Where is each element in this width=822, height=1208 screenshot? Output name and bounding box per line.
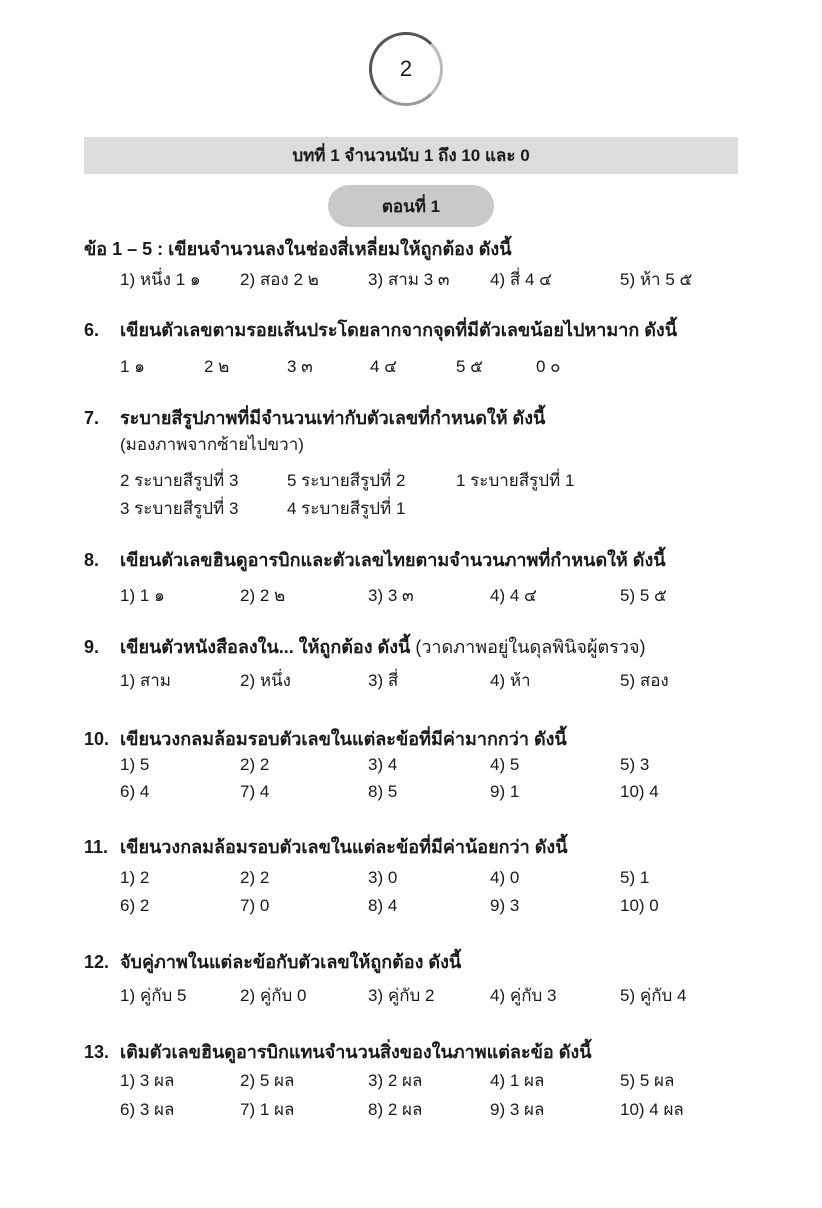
answer-item: 3) 3 ๓ (368, 586, 414, 605)
answer-item: 5) ห้า 5 ๕ (620, 270, 693, 289)
question-heading (84, 234, 512, 263)
answer-item: 7) 4 (240, 782, 270, 801)
question-heading (84, 315, 677, 344)
answer-item: 10) 0 (620, 896, 659, 915)
question-text: เขียนตัวหนังสือลงใน... ให้ถูกต้อง ดังนี้ (120, 637, 411, 657)
answer-item: 3 ๓ (287, 357, 313, 376)
answer-item: 7) 0 (240, 896, 270, 915)
answer-item: 6) 2 (120, 896, 150, 915)
question-heading (84, 1037, 592, 1066)
answer-item: 4) 0 (490, 868, 520, 887)
answer-item: 2) สอง 2 ๒ (240, 270, 319, 289)
question-text: เขียนวงกลมล้อมรอบตัวเลขในแต่ละข้อที่มีค่าน้อยกว่า ดังนี้ (120, 837, 568, 857)
answer-item: 3) สาม 3 ๓ (368, 270, 450, 289)
answer-item: 2 ๒ (204, 357, 230, 376)
answer-item: 8) 2 ผล (368, 1100, 423, 1119)
question-text: ระบายสีรูปภาพที่มีจำนวนเท่ากับตัวเลขที่กำหนดให้ ดังนี้ (120, 408, 546, 428)
answer-item: 5 ระบายสีรูปที่ 2 (287, 471, 406, 490)
answer-item: 2) 5 ผล (240, 1071, 295, 1090)
answer-item: 6) 3 ผล (120, 1100, 175, 1119)
answer-item: 1) 3 ผล (120, 1071, 175, 1090)
answer-item: 4) 1 ผล (490, 1071, 545, 1090)
question-text: เติมตัวเลขฮินดูอารบิกแทนจำนวนสิ่งของในภาพแต่ละข้อ ดังนี้ (120, 1042, 592, 1062)
question-number: 10. (84, 729, 110, 749)
answer-item: 9) 3 (490, 896, 520, 915)
answer-item: 2) 2 (240, 868, 270, 887)
question-text: ข้อ 1 – 5 : เขียนจำนวนลงในช่องสี่เหลี่ยมให้ถูกต้อง ดังนี้ (84, 239, 512, 259)
question-text: เขียนตัวเลขฮินดูอารบิกและตัวเลขไทยตามจำนวนภาพที่กำหนดให้ ดังนี้ (120, 550, 666, 570)
answer-item: 2 ระบายสีรูปที่ 3 (120, 471, 239, 490)
answer-item: 8) 5 (368, 782, 398, 801)
answer-item: 4 ระบายสีรูปที่ 1 (287, 499, 406, 518)
question-heading (84, 545, 666, 574)
answer-item: 3) คู่กับ 2 (368, 986, 435, 1005)
question-number: 13. (84, 1042, 110, 1062)
answer-item: 4) ห้า (490, 671, 531, 690)
answer-item: 1) 5 (120, 755, 150, 774)
answer-item: 5) 5 ๕ (620, 586, 667, 605)
question-heading (84, 947, 461, 976)
question-text: เขียนตัวเลขตามรอยเส้นประโดยลากจากจุดที่มีตัวเลขน้อยไปหามาก ดังนี้ (120, 320, 677, 340)
answer-item: 3) 2 ผล (368, 1071, 423, 1090)
page-number: 2 (369, 32, 443, 106)
question-note: (วาดภาพอยู่ในดุลพินิจผู้ตรวจ) (415, 637, 646, 657)
answer-item: 10) 4 ผล (620, 1100, 684, 1119)
answer-item: 1 ระบายสีรูปที่ 1 (456, 471, 575, 490)
chapter-title: บทที่ 1 จำนวนนับ 1 ถึง 10 และ 0 (84, 137, 738, 174)
answer-item: 2) หนึ่ง (240, 671, 291, 690)
answer-item: 4) 5 (490, 755, 520, 774)
question-number: 11. (84, 837, 109, 857)
answer-item: 5) คู่กับ 4 (620, 986, 687, 1005)
answer-item: 5 ๕ (456, 357, 484, 376)
answer-item: 10) 4 (620, 782, 659, 801)
answer-item: 7) 1 ผล (240, 1100, 295, 1119)
question-text: เขียนวงกลมล้อมรอบตัวเลขในแต่ละข้อที่มีค่ามากกว่า ดังนี้ (120, 729, 567, 749)
answer-item: 9) 1 (490, 782, 520, 801)
answer-item: 3) 0 (368, 868, 398, 887)
answer-item: 2) 2 (240, 755, 270, 774)
answer-item: 5) 3 (620, 755, 650, 774)
question-number: 7. (84, 408, 100, 428)
answer-item: 1) สาม (120, 671, 171, 690)
answer-item: 3) 4 (368, 755, 398, 774)
answer-item: 6) 4 (120, 782, 150, 801)
question-heading (84, 632, 646, 661)
question-number: 8. (84, 550, 100, 570)
answer-item: 5) 5 ผล (620, 1071, 675, 1090)
answer-item: 5) 1 (620, 868, 650, 887)
answer-item: 8) 4 (368, 896, 398, 915)
question-subtext: (มองภาพจากซ้ายไปขวา) (120, 435, 304, 454)
answer-item: 1 ๑ (120, 357, 145, 376)
answer-item: 1) 2 (120, 868, 150, 887)
answer-item: 4) คู่กับ 3 (490, 986, 557, 1005)
answer-item: 3) สี่ (368, 671, 399, 690)
answer-item: 9) 3 ผล (490, 1100, 545, 1119)
answer-item: 3 ระบายสีรูปที่ 3 (120, 499, 239, 518)
answer-item: 2) 2 ๒ (240, 586, 286, 605)
answer-item: 1) หนึ่ง 1 ๑ (120, 270, 201, 289)
question-heading (84, 403, 545, 432)
answer-item: 0 ๐ (536, 357, 561, 376)
question-heading (84, 832, 568, 861)
question-number: 12. (84, 952, 110, 972)
question-number: 6. (84, 320, 100, 340)
answer-item: 4) 4 ๔ (490, 586, 537, 605)
answer-item: 2) คู่กับ 0 (240, 986, 307, 1005)
answer-item: 5) สอง (620, 671, 669, 690)
question-number: 9. (84, 637, 100, 657)
answer-item: 1) คู่กับ 5 (120, 986, 187, 1005)
question-text: จับคู่ภาพในแต่ละข้อกับตัวเลขให้ถูกต้อง ดังนี้ (120, 952, 462, 972)
answer-item: 4) สี่ 4 ๔ (490, 270, 552, 289)
answer-item: 4 ๔ (370, 357, 398, 376)
question-heading (84, 724, 567, 753)
answer-item: 1) 1 ๑ (120, 586, 165, 605)
section-label: ตอนที่ 1 (328, 185, 494, 227)
